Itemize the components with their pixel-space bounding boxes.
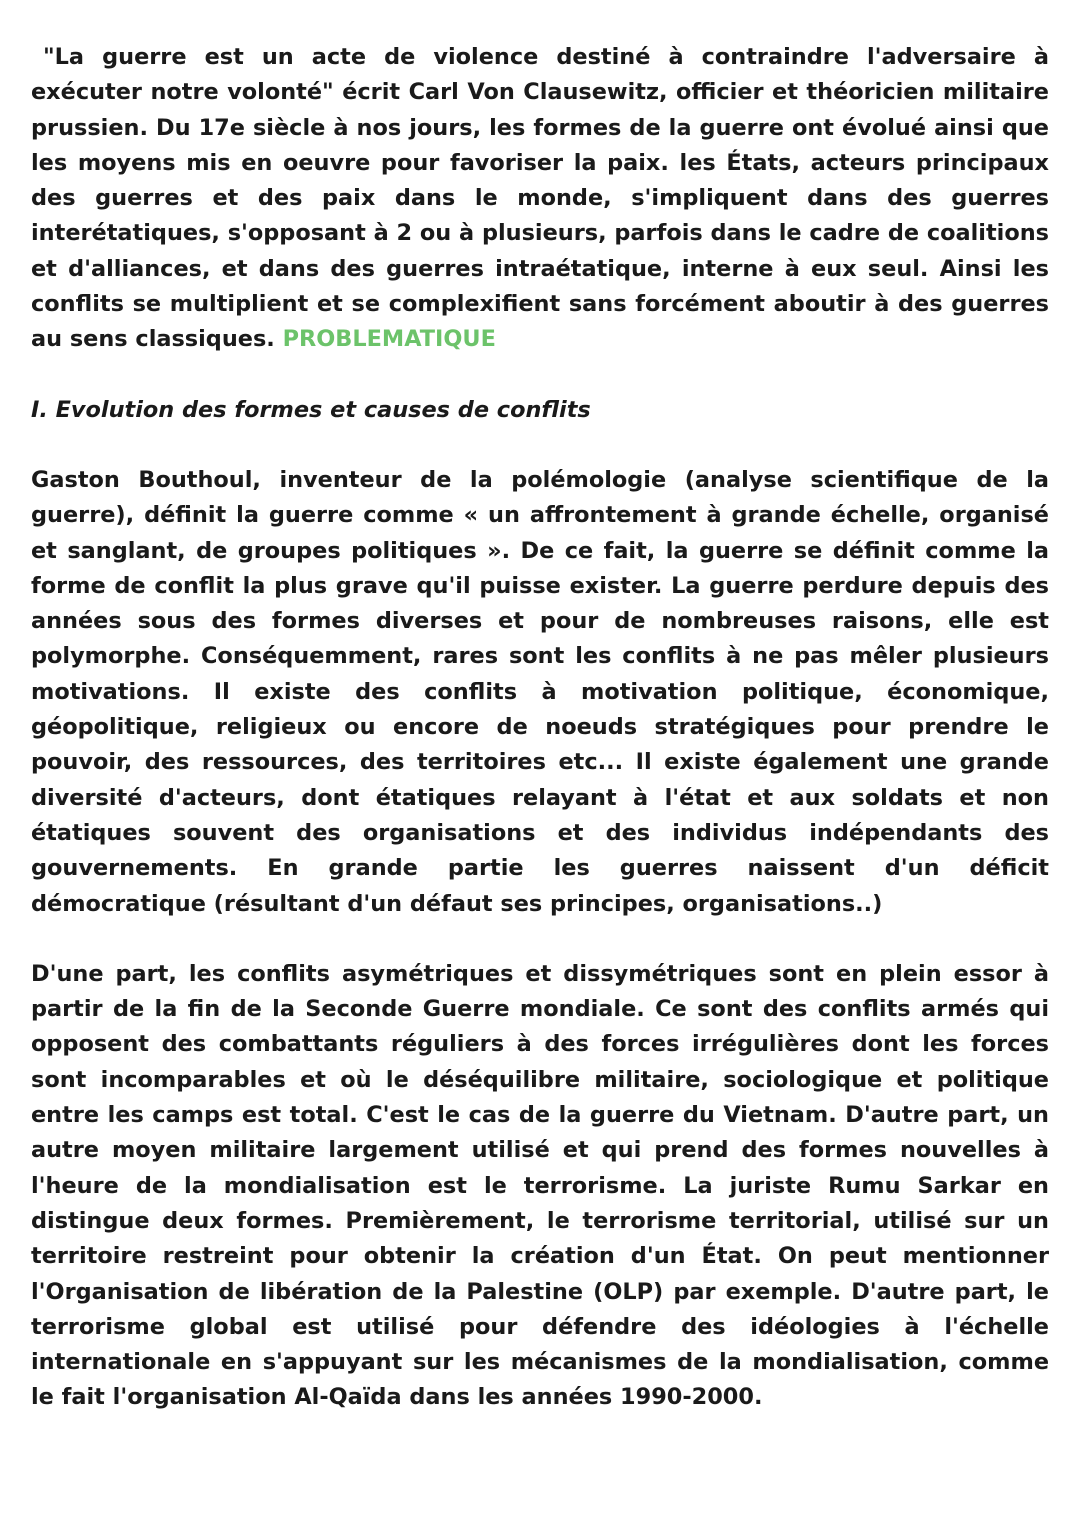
paragraph-bouthoul: Gaston Bouthoul, inventeur de la polémologie (analyse scientifique de la guerre), définit la guerre comme « un affrontement à grande échelle, organisé et sanglant, de groupes politiques ». De ce fait, la guerre se définit comme la forme de conflit la plus grave qu'il puisse exister. La guerre perdure depuis des années sous des formes diverses et pour de nombreuses raisons, elle est polymorphe. Conséquemment, rares sont les conflits à ne pas mêler plusieurs motivations. Il existe des conflits à motivation politique, économique, géopolitique, religieux ou encore de noeuds stratégiques pour prendre le pouvoir, des ressources, des territoires etc... Il existe également une grande diversité d'acteurs, dont étatiques relayant à l'état et aux soldats et non étatiques souvent des organisations et des individus indépendants des gouvernements. En grande partie les guerres naissent d'un déficit démocratique (résultant d'un défaut ses principes, organisations..) [31, 466, 1049, 917]
section-heading: I. Evolution des formes et causes de conflits [31, 396, 591, 423]
paragraph-asymmetric-conflicts: D'une part, les conflits asymétriques et dissymétriques sont en plein essor à partir de la fin de la Seconde Guerre mondiale. Ce sont des conflits armés qui opposent des combattants réguliers à des forces irrégulières dont les forces sont incomparables et où le déséquilibre militaire, sociologique et politique entre les camps est total. C'est le cas de la guerre du Vietnam. D'autre part, un autre moyen militaire largement utilisé et qui prend des formes nouvelles à l'heure de la mondialisation est le terrorisme. La juriste Rumu Sarkar en distingue deux formes. Premièrement, le terrorisme territorial, utilisé sur un territoire restreint pour obtenir la création d'un État. On peut mentionner l'Organisation de libération de la Palestine (OLP) par exemple. D'autre part, le terrorisme global est utilisé pour défendre des idéologies à l'échelle internationale en s'appuyant sur les mécanismes de la mondialisation, comme le fait l'organisation Al-Qaïda dans les années 1990-2000. [31, 960, 1049, 1411]
document-page [31, 40, 1049, 1416]
intro-paragraph [31, 40, 1049, 358]
intro-text: "La guerre est un acte de violence destiné à contraindre l'adversaire à exécuter notre volonté" écrit Carl Von Clausewitz, officier et théoricien militaire prussien. Du 17e siècle à nos jours, les formes de la guerre ont évolué ainsi que les moyens mis en oeuvre pour favoriser la paix. les États, acteurs principaux des guerres et des paix dans le monde, s'impliquent dans des guerres interétatiques, s'opposant à 2 ou à plusieurs, parfois dans le cadre de coalitions et d'alliances, et dans des guerres intraétatique, interne à eux seul. Ainsi les conflits se multiplient et se complexifient sans forcément aboutir à des guerres au sens classiques. [31, 44, 1049, 353]
problematique-highlight: PROBLEMATIQUE [282, 326, 496, 353]
